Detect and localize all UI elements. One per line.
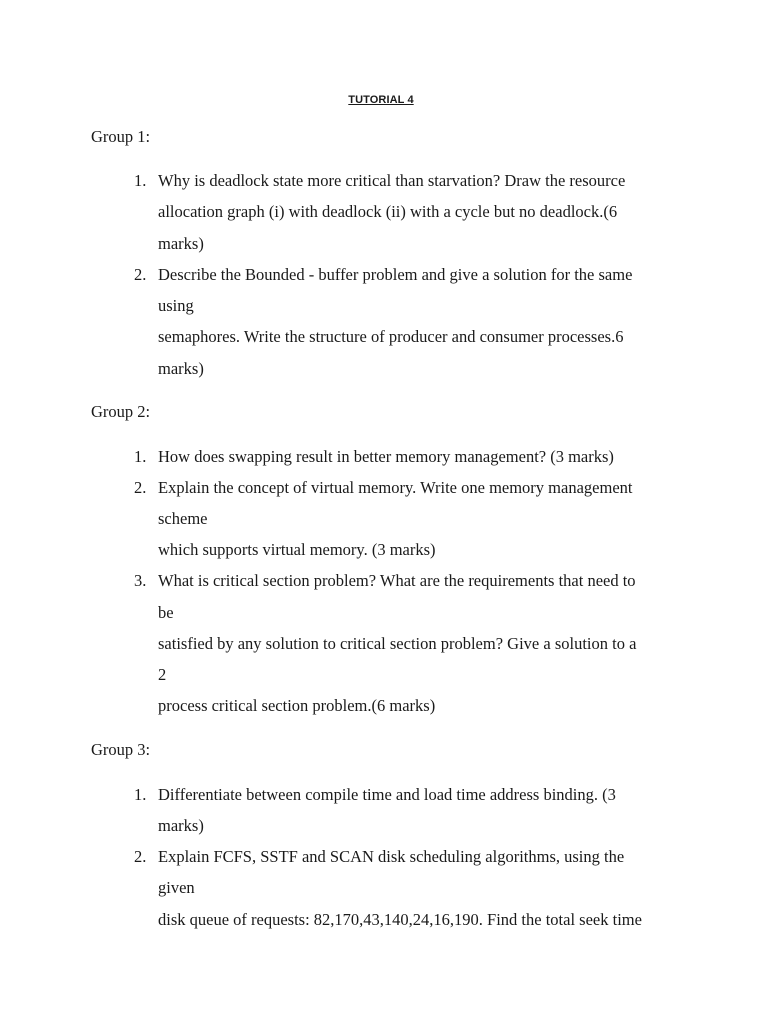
question-line: allocation graph (i) with deadlock (ii) with a cycle but no deadlock.(6 bbox=[158, 202, 618, 221]
question-line: given bbox=[158, 878, 195, 897]
question-line: Differentiate between compile time and load time address binding. (3 bbox=[158, 785, 616, 804]
question-line: How does swapping result in better memory management? (3 marks) bbox=[158, 447, 614, 466]
question-number: 1. bbox=[134, 171, 147, 190]
question-line: which supports virtual memory. (3 marks) bbox=[158, 540, 436, 559]
question-line: semaphores. Write the structure of producer and consumer processes.6 bbox=[158, 327, 624, 346]
question-line: Describe the Bounded - buffer problem and give a solution for the same bbox=[158, 265, 633, 284]
question-line: Explain the concept of virtual memory. Write one memory management bbox=[158, 478, 633, 497]
question-line: disk queue of requests: 82,170,43,140,24,16,190. Find the total seek time bbox=[158, 910, 642, 929]
question-line: scheme bbox=[158, 509, 208, 528]
question-line: marks) bbox=[158, 816, 204, 835]
question-line: 2 bbox=[158, 665, 167, 684]
question-line: marks) bbox=[158, 359, 204, 378]
question-line: Why is deadlock state more critical than starvation? Draw the resource bbox=[158, 171, 626, 190]
question-number: 2. bbox=[134, 847, 147, 866]
question-line: be bbox=[158, 603, 174, 622]
question-line: using bbox=[158, 296, 194, 315]
question-number: 2. bbox=[134, 265, 147, 284]
group-heading: Group 2: bbox=[91, 402, 151, 421]
question-line: process critical section problem.(6 marks) bbox=[158, 696, 436, 715]
question-line: What is critical section problem? What are the requirements that need to bbox=[158, 571, 636, 590]
question-number: 3. bbox=[134, 571, 147, 590]
document-title: TUTORIAL 4 bbox=[348, 94, 414, 106]
question-line: marks) bbox=[158, 234, 204, 253]
group-heading: Group 1: bbox=[91, 127, 151, 146]
question-line: satisfied by any solution to critical section problem? Give a solution to a bbox=[158, 634, 637, 653]
question-number: 1. bbox=[134, 785, 147, 804]
question-number: 1. bbox=[134, 447, 147, 466]
question-line: Explain FCFS, SSTF and SCAN disk scheduling algorithms, using the bbox=[158, 847, 625, 866]
question-number: 2. bbox=[134, 478, 147, 497]
group-heading: Group 3: bbox=[91, 740, 151, 759]
